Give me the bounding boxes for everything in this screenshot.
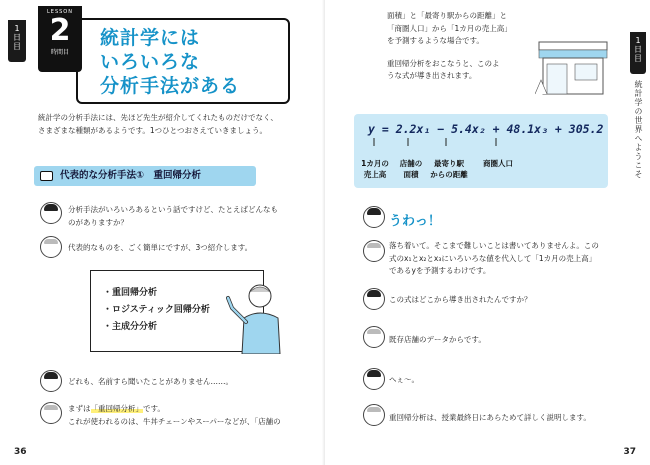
wow-exclamation: うわっ！ <box>389 214 441 229</box>
student-avatar <box>363 288 385 310</box>
title-line-3: 分析手法がある <box>100 75 241 97</box>
lesson-number: 2 <box>49 13 71 48</box>
title-line-2: いろいろな <box>100 51 201 73</box>
right-dialogue-1-line-1: 落ち着いて。そこまで難しいことは書いてありませんよ。この <box>389 241 599 250</box>
day-tab-suffix: 目 <box>13 42 21 51</box>
right-intro-line-2: 「商圏人口」から「1カ月の売上高」 <box>387 23 512 33</box>
student-avatar <box>363 368 385 390</box>
method-item-1: ・重回帰分析 <box>103 288 158 298</box>
page-number-right: 37 <box>623 447 636 457</box>
right-dialogue-4-line-1: へぇ～。 <box>389 375 419 384</box>
label-area-line-2: 面積 <box>403 170 419 179</box>
teacher-avatar <box>363 326 385 348</box>
title-line-1: 統計学には <box>100 27 201 49</box>
right-day-tab <box>630 32 646 74</box>
right-day-tab-day: 日 <box>634 45 642 54</box>
label-area-line-1: 店舗の <box>399 159 423 168</box>
teacher-avatar <box>40 402 62 424</box>
right-day-tab-suffix: 目 <box>634 54 642 63</box>
label-distance <box>428 158 470 180</box>
student-avatar <box>40 202 62 224</box>
right-dialogue-3-line-1: 既存店舗のデータからです。 <box>389 335 486 344</box>
section-heading <box>34 166 256 186</box>
right-dialogue-3 <box>389 334 629 347</box>
highlighted-term: 「重回帰分析」 <box>90 404 143 413</box>
label-sales-line-1: 1カ月の <box>361 159 389 168</box>
right-page <box>325 0 650 465</box>
right-dialogue-4 <box>389 374 629 387</box>
day-tab <box>8 20 26 62</box>
right-day-tab-number: 1 <box>635 36 641 45</box>
student-avatar <box>363 206 385 228</box>
right-intro-line-3: を予測するような場合です。 <box>387 36 484 45</box>
right-dialogue-2 <box>389 294 629 307</box>
label-sales <box>358 158 392 180</box>
dialogue-3-line-1: どれも、名前すら聞いたことがありません……。 <box>68 377 233 386</box>
title-box <box>76 18 290 104</box>
intro-line-1: 統計学の分析手法には、先ほど先生が紹介してくれたものだけでなく、 <box>38 113 278 122</box>
teacher-avatar <box>40 236 62 258</box>
label-distance-line-2: からの距離 <box>430 170 468 179</box>
page-number-left: 36 <box>14 447 27 457</box>
right-intro-line-1: 面積」と「最寄り駅からの距離」と <box>387 11 507 20</box>
right-dialogue-1 <box>389 240 639 278</box>
day-tab-number: 1 <box>14 24 20 33</box>
arrow-icon <box>40 171 53 181</box>
teacher-avatar <box>363 240 385 262</box>
label-sales-line-2: 売上高 <box>363 170 387 179</box>
right-intro-line-5: 重回帰分析をおこなうと、このよ <box>387 58 500 68</box>
dialogue-2 <box>68 242 308 255</box>
intro-line-2: さまざまな種類があるようです。1つひとつおさえていきましょう。 <box>38 126 268 135</box>
right-dialogue-5 <box>389 412 639 425</box>
regression-formula: y = 2.2x₁ − 5.4x₂ + 48.1x₃ + 305.2 <box>368 122 604 136</box>
dialogue-2-line-1: 代表的なものを、ごく簡単にですが、3つ紹介します。 <box>68 243 253 252</box>
dialogue-3 <box>68 376 308 389</box>
day-tab-day: 日 <box>13 33 21 42</box>
store-illustration <box>535 30 615 100</box>
dialogue-4-line-2: これが使われるのは、牛丼チェーンやスーパーなどが、「店舗の <box>68 416 281 426</box>
right-dialogue-1-line-2: 式のx₁とx₂とx₃にいろいろな値を代入して「1カ月の売上高」 <box>389 253 597 263</box>
right-intro <box>387 10 527 83</box>
teacher-illustration <box>226 278 282 354</box>
formula-box <box>354 114 608 188</box>
right-intro-spacer <box>387 48 527 58</box>
student-avatar <box>40 370 62 392</box>
dialogue-1 <box>68 204 308 229</box>
lesson-label: LESSON <box>47 9 73 15</box>
right-dialogue-5-line-1: 重回帰分析は、授業最終日にあらためて詳しく説明します。 <box>389 413 591 422</box>
method-item-2: ・ロジスティック回帰分析 <box>103 305 210 315</box>
formula-brackets <box>354 134 608 158</box>
section-title: 代表的な分析手法① 重回帰分析 <box>60 170 202 181</box>
chapter-side-title: 統計学の世界へようこそ <box>634 80 643 179</box>
dialogue-4-line-1: まずは「重回帰分析」です。 <box>68 404 165 413</box>
intro-text <box>38 111 298 137</box>
dialogue-1-line-1: 分析手法がいろいろあるという話ですけど、たとえばどんなも <box>68 205 278 214</box>
lesson-badge <box>38 6 82 72</box>
lesson-unit: 時間目 <box>50 49 69 56</box>
label-distance-line-1: 最寄り駅 <box>434 159 464 168</box>
right-dialogue-1-line-3: であるyを予測するわけです。 <box>389 266 491 275</box>
right-intro-line-6: うな式が導き出されます。 <box>387 71 477 80</box>
teacher-avatar <box>363 404 385 426</box>
label-area <box>396 158 426 180</box>
dialogue-1-line-2: のがありますか？ <box>68 217 128 227</box>
method-item-3: ・主成分分析 <box>103 322 158 332</box>
right-dialogue-2-line-1: この式はどこから導き出されたんですか？ <box>389 295 532 304</box>
label-population-line-1: 商圏人口 <box>483 159 513 168</box>
dialogue-4 <box>68 403 318 428</box>
label-population <box>478 158 518 169</box>
